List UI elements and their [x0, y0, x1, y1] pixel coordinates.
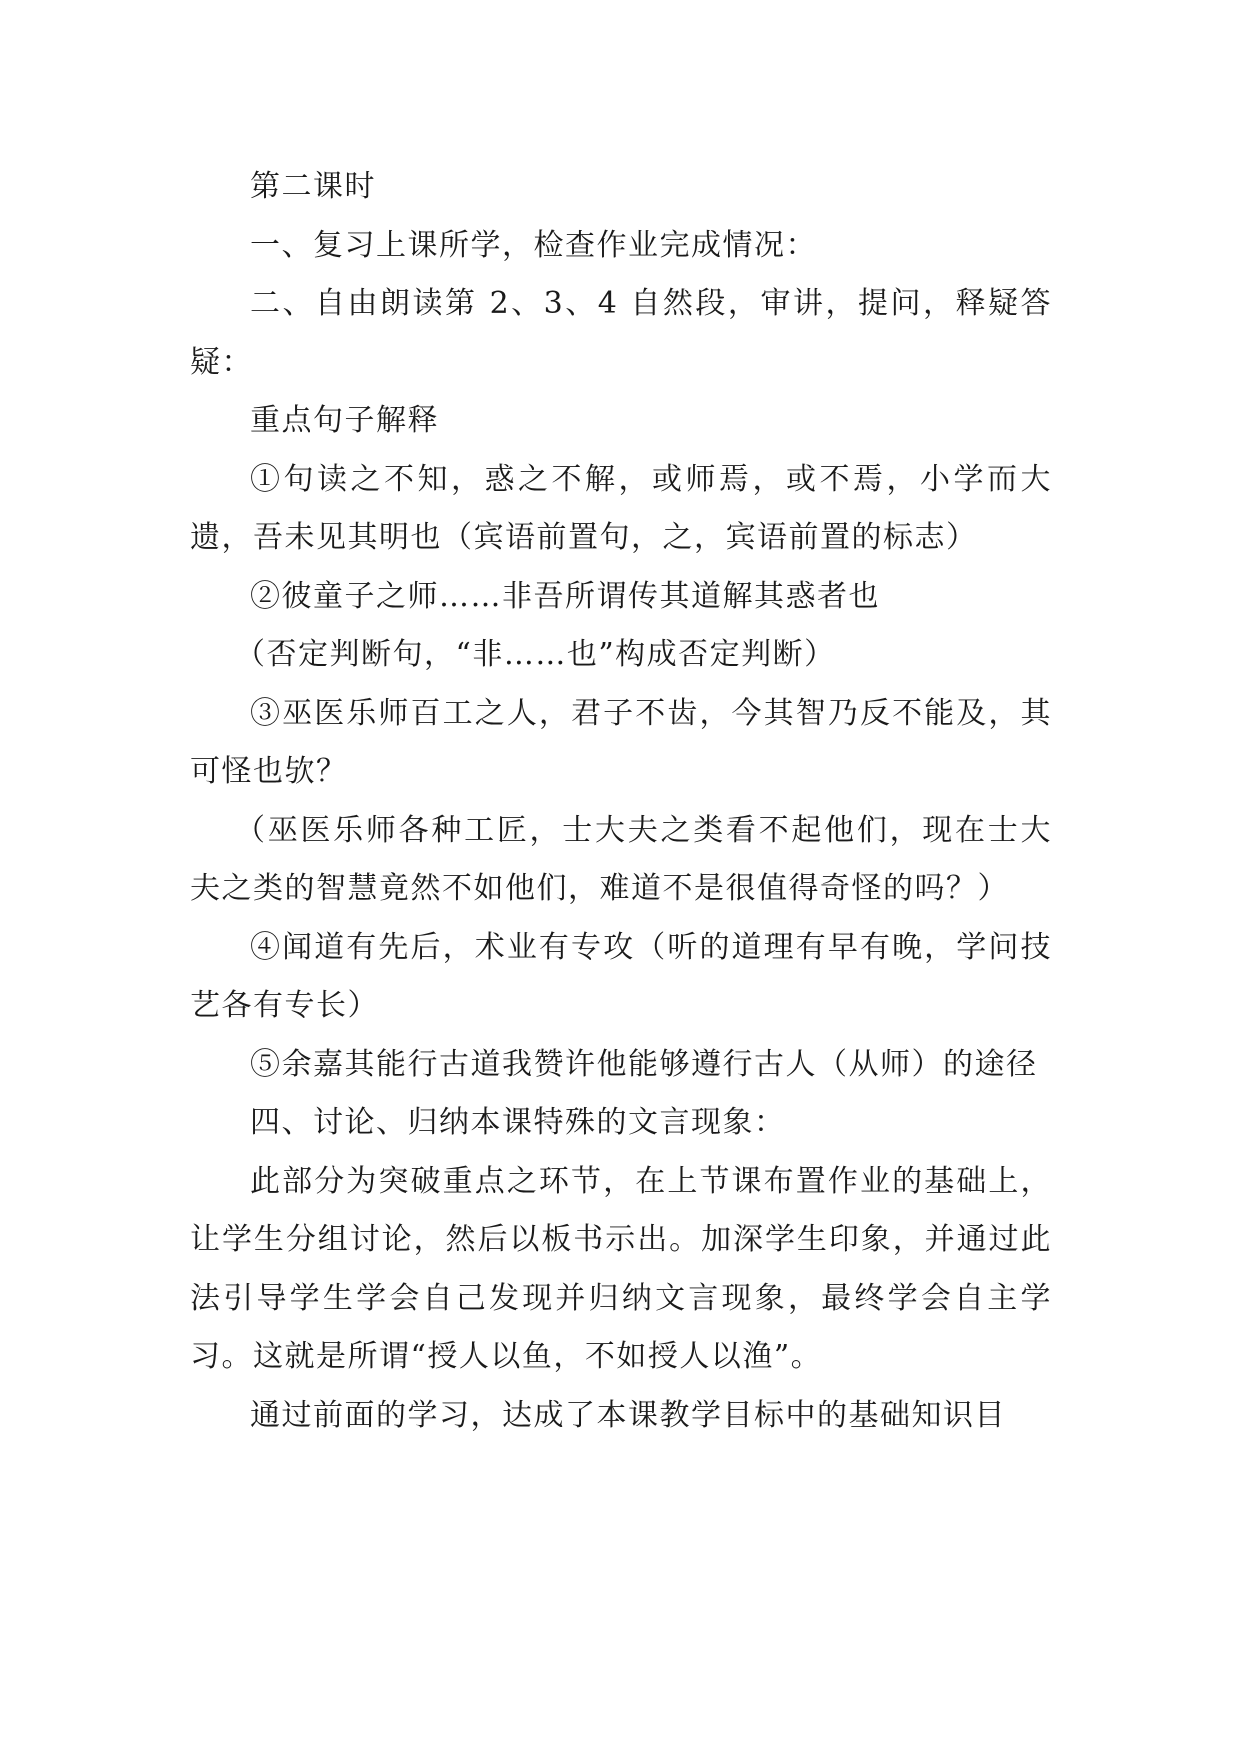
key-sentence-2-note: （否定判断句，“非……也”构成否定判断）: [235, 637, 836, 672]
lesson-heading: 第二课时: [250, 169, 376, 204]
document-body: [190, 158, 1052, 1445]
section-review: 一、复习上课所学，检查作业完成情况：: [250, 227, 817, 263]
key-sentence-1: ①句读之不知，惑之不解，或师焉，或不焉，小学而大遗，吾未见其明也（宾语前置句，之，宾语前置的标志）: [190, 461, 1052, 555]
section-discussion: 四、讨论、归纳本课特殊的文言现象：: [250, 1105, 786, 1140]
key-sentences-heading: 重点句子解释: [250, 403, 439, 438]
discussion-body: 此部分为突破重点之环节，在上节课布置作业的基础上，让学生分组讨论，然后以板书示出。加深学生印象，并通过此法引导学生学会自己发现并归纳文言现象，最终学会自主学习。这就是所谓“授人以鱼，不如授人以渔”。: [190, 1163, 1052, 1374]
key-sentence-3-note: （巫医乐师各种工匠，士大夫之类看不起他们，现在士大夫之类的智慧竟然不如他们，难道不是很值得奇怪的吗？）: [190, 812, 1052, 906]
key-sentence-5: ⑤余嘉其能行古道我赞许他能够遵行古人（从师）的途径: [250, 1046, 1038, 1082]
key-sentence-2: ②彼童子之师……非吾所谓传其道解其惑者也: [250, 578, 880, 614]
section-reading: 二、自由朗读第 2、3、4 自然段，审讲，提问，释疑答疑：: [190, 286, 1052, 380]
key-sentence-3: ③巫医乐师百工之人，君子不齿，今其智乃反不能及，其可怪也欤？: [190, 695, 1052, 789]
key-sentence-4: ④闻道有先后，术业有专攻（听的道理有早有晚，学问技艺各有专长）: [190, 929, 1052, 1023]
summary-body: 通过前面的学习，达成了本课教学目标中的基础知识目: [250, 1397, 1006, 1433]
